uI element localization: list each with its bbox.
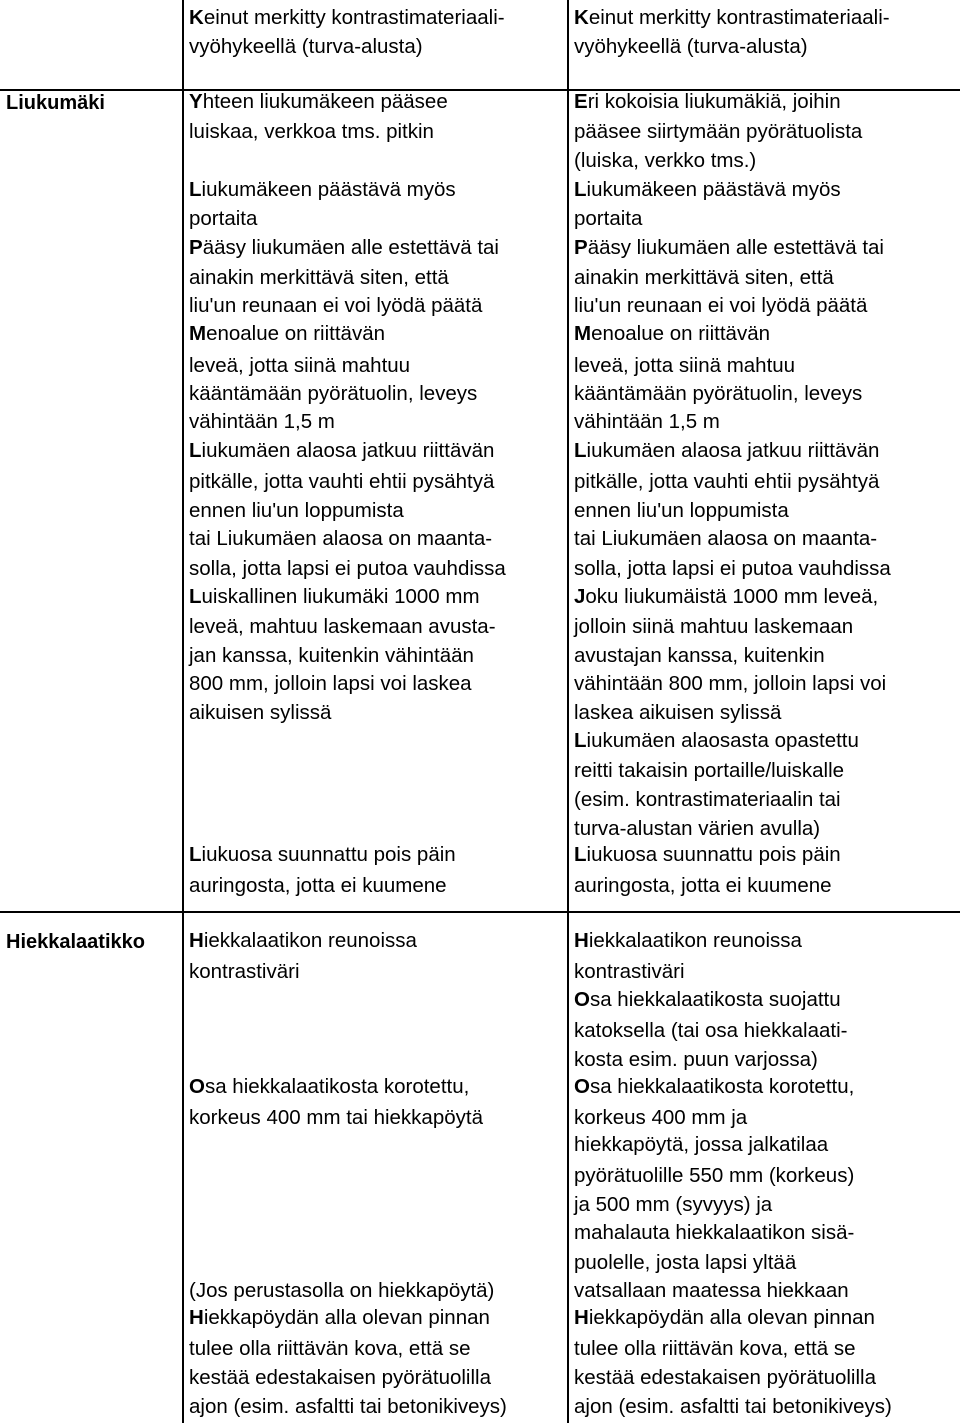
column-divider-1	[182, 0, 184, 1423]
header-col2-line: Keinut merkitty kontrastimateriaali-	[189, 6, 505, 29]
text-line: Osa hiekkalaatikosta korotettu,	[574, 1075, 855, 1098]
text-line: (Jos perustasolla on hiekkapöytä)	[189, 1279, 495, 1302]
text-line: Eri kokoisia liukumäkiä, joihin	[574, 90, 841, 113]
text-line: Liukuosa suunnattu pois päin	[574, 843, 841, 866]
text-line: Menoalue on riittävän	[574, 322, 771, 345]
header-col3-line: vyöhykeellä (turva-alusta)	[574, 35, 808, 58]
text-line: Hiekkalaatikon reunoissa	[189, 929, 417, 952]
text-line: Hiekkalaatikon reunoissa	[574, 929, 802, 952]
text-line: ennen liu'un loppumista	[574, 499, 789, 522]
text-line: avustajan kanssa, kuitenkin	[574, 644, 825, 667]
text-line: pääsee siirtymään pyörätuolista	[574, 120, 863, 143]
text-line: kontrastiväri	[189, 960, 300, 983]
text-line: Osa hiekkalaatikosta suojattu	[574, 988, 841, 1011]
text-line: Osa hiekkalaatikosta korotettu,	[189, 1075, 470, 1098]
text-line: leveä, jotta siinä mahtuu	[189, 354, 411, 377]
text-line: Luiskallinen liukumäki 1000 mm	[189, 585, 480, 608]
text-line: Menoalue on riittävän	[189, 322, 386, 345]
text-line: leveä, jotta siinä mahtuu	[574, 354, 796, 377]
text-line: vatsallaan maatessa hiekkaan	[574, 1279, 849, 1302]
header-col2-line: vyöhykeellä (turva-alusta)	[189, 35, 423, 58]
column-divider-2	[567, 0, 569, 1423]
text-line: Hiekkapöydän alla olevan pinnan	[189, 1306, 490, 1329]
text-line: liu'un reunaan ei voi lyödä päätä	[189, 294, 483, 317]
text-line: Hiekkapöydän alla olevan pinnan	[574, 1306, 875, 1329]
text-line: kestää edestakaisen pyörätuolilla	[574, 1366, 876, 1389]
text-line: tulee olla riittävän kova, että se	[189, 1337, 471, 1360]
text-line: Pääsy liukumäen alle estettävä tai	[574, 236, 884, 259]
text-line: turva-alustan värien avulla)	[574, 817, 821, 840]
text-line: solla, jotta lapsi ei putoa vauhdissa	[574, 557, 891, 580]
text-line: vähintään 1,5 m	[189, 410, 335, 433]
text-line: Liukumäkeen päästävä myös	[189, 178, 456, 201]
text-line: aikuisen sylissä	[189, 701, 332, 724]
text-line: mahalauta hiekkalaatikon sisä-	[574, 1221, 855, 1244]
text-line: korkeus 400 mm ja	[574, 1106, 748, 1129]
text-line: kääntämään pyörätuolin, leveys	[574, 382, 863, 405]
text-line: pitkälle, jotta vauhti ehtii pysähtyä	[189, 470, 495, 493]
text-line: reitti takaisin portaille/luiskalle	[574, 759, 845, 782]
text-line: kosta esim. puun varjossa)	[574, 1048, 818, 1071]
text-line: Yhteen liukumäkeen pääsee	[189, 90, 448, 113]
text-line: ainakin merkittävä siten, että	[189, 266, 449, 289]
text-line: katoksella (tai osa hiekkalaati-	[574, 1019, 848, 1042]
text-line: laskea aikuisen sylissä	[574, 701, 782, 724]
text-line: tai Liukumäen alaosa on maanta-	[574, 527, 878, 550]
text-line: tulee olla riittävän kova, että se	[574, 1337, 856, 1360]
text-line: kääntämään pyörätuolin, leveys	[189, 382, 478, 405]
text-line: tai Liukumäen alaosa on maanta-	[189, 527, 493, 550]
text-line: solla, jotta lapsi ei putoa vauhdissa	[189, 557, 506, 580]
row-divider-2	[0, 911, 960, 913]
text-line: vähintään 1,5 m	[574, 410, 720, 433]
text-line: 800 mm, jolloin lapsi voi laskea	[189, 672, 472, 695]
text-line: kontrastiväri	[574, 960, 685, 983]
text-line: puolelle, josta lapsi yltää	[574, 1251, 797, 1274]
text-line: pyörätuolille 550 mm (korkeus)	[574, 1164, 855, 1187]
text-line: auringosta, jotta ei kuumene	[189, 874, 447, 897]
text-line: pitkälle, jotta vauhti ehtii pysähtyä	[574, 470, 880, 493]
text-line: Liukumäen alaosasta opastettu	[574, 729, 859, 752]
text-line: (luiska, verkko tms.)	[574, 149, 757, 172]
text-line: korkeus 400 mm tai hiekkapöytä	[189, 1106, 483, 1129]
text-line: portaita	[189, 207, 258, 230]
text-line: kestää edestakaisen pyörätuolilla	[189, 1366, 491, 1389]
header-col3-line: Keinut merkitty kontrastimateriaali-	[574, 6, 890, 29]
text-line: (esim. kontrastimateriaalin tai	[574, 788, 841, 811]
row-label-hiekkalaatikko: Hiekkalaatikko	[6, 931, 145, 953]
text-line: liu'un reunaan ei voi lyödä päätä	[574, 294, 868, 317]
text-line: Liukumäen alaosa jatkuu riittävän	[189, 439, 495, 462]
text-line: vähintään 800 mm, jolloin lapsi voi	[574, 672, 887, 695]
text-line: ainakin merkittävä siten, että	[574, 266, 834, 289]
text-line: auringosta, jotta ei kuumene	[574, 874, 832, 897]
text-line: ajon (esim. asfaltti tai betonikiveys)	[189, 1395, 507, 1418]
text-line: portaita	[574, 207, 643, 230]
text-line: Joku liukumäistä 1000 mm leveä,	[574, 585, 879, 608]
text-line: leveä, mahtuu laskemaan avusta-	[189, 615, 496, 638]
text-line: ajon (esim. asfaltti tai betonikiveys)	[574, 1395, 892, 1418]
text-line: Pääsy liukumäen alle estettävä tai	[189, 236, 499, 259]
text-line: jolloin siinä mahtuu laskemaan	[574, 615, 854, 638]
text-line: Liukumäkeen päästävä myös	[574, 178, 841, 201]
text-line: ja 500 mm (syvyys) ja	[574, 1193, 773, 1216]
row-label-liukumaki: Liukumäki	[6, 92, 105, 114]
text-line: jan kanssa, kuitenkin vähintään	[189, 644, 474, 667]
text-line: Liukumäen alaosa jatkuu riittävän	[574, 439, 880, 462]
text-line: ennen liu'un loppumista	[189, 499, 404, 522]
text-line: Liukuosa suunnattu pois päin	[189, 843, 456, 866]
text-line: hiekkapöytä, jossa jalkatilaa	[574, 1133, 829, 1156]
text-line: luiskaa, verkkoa tms. pitkin	[189, 120, 434, 143]
